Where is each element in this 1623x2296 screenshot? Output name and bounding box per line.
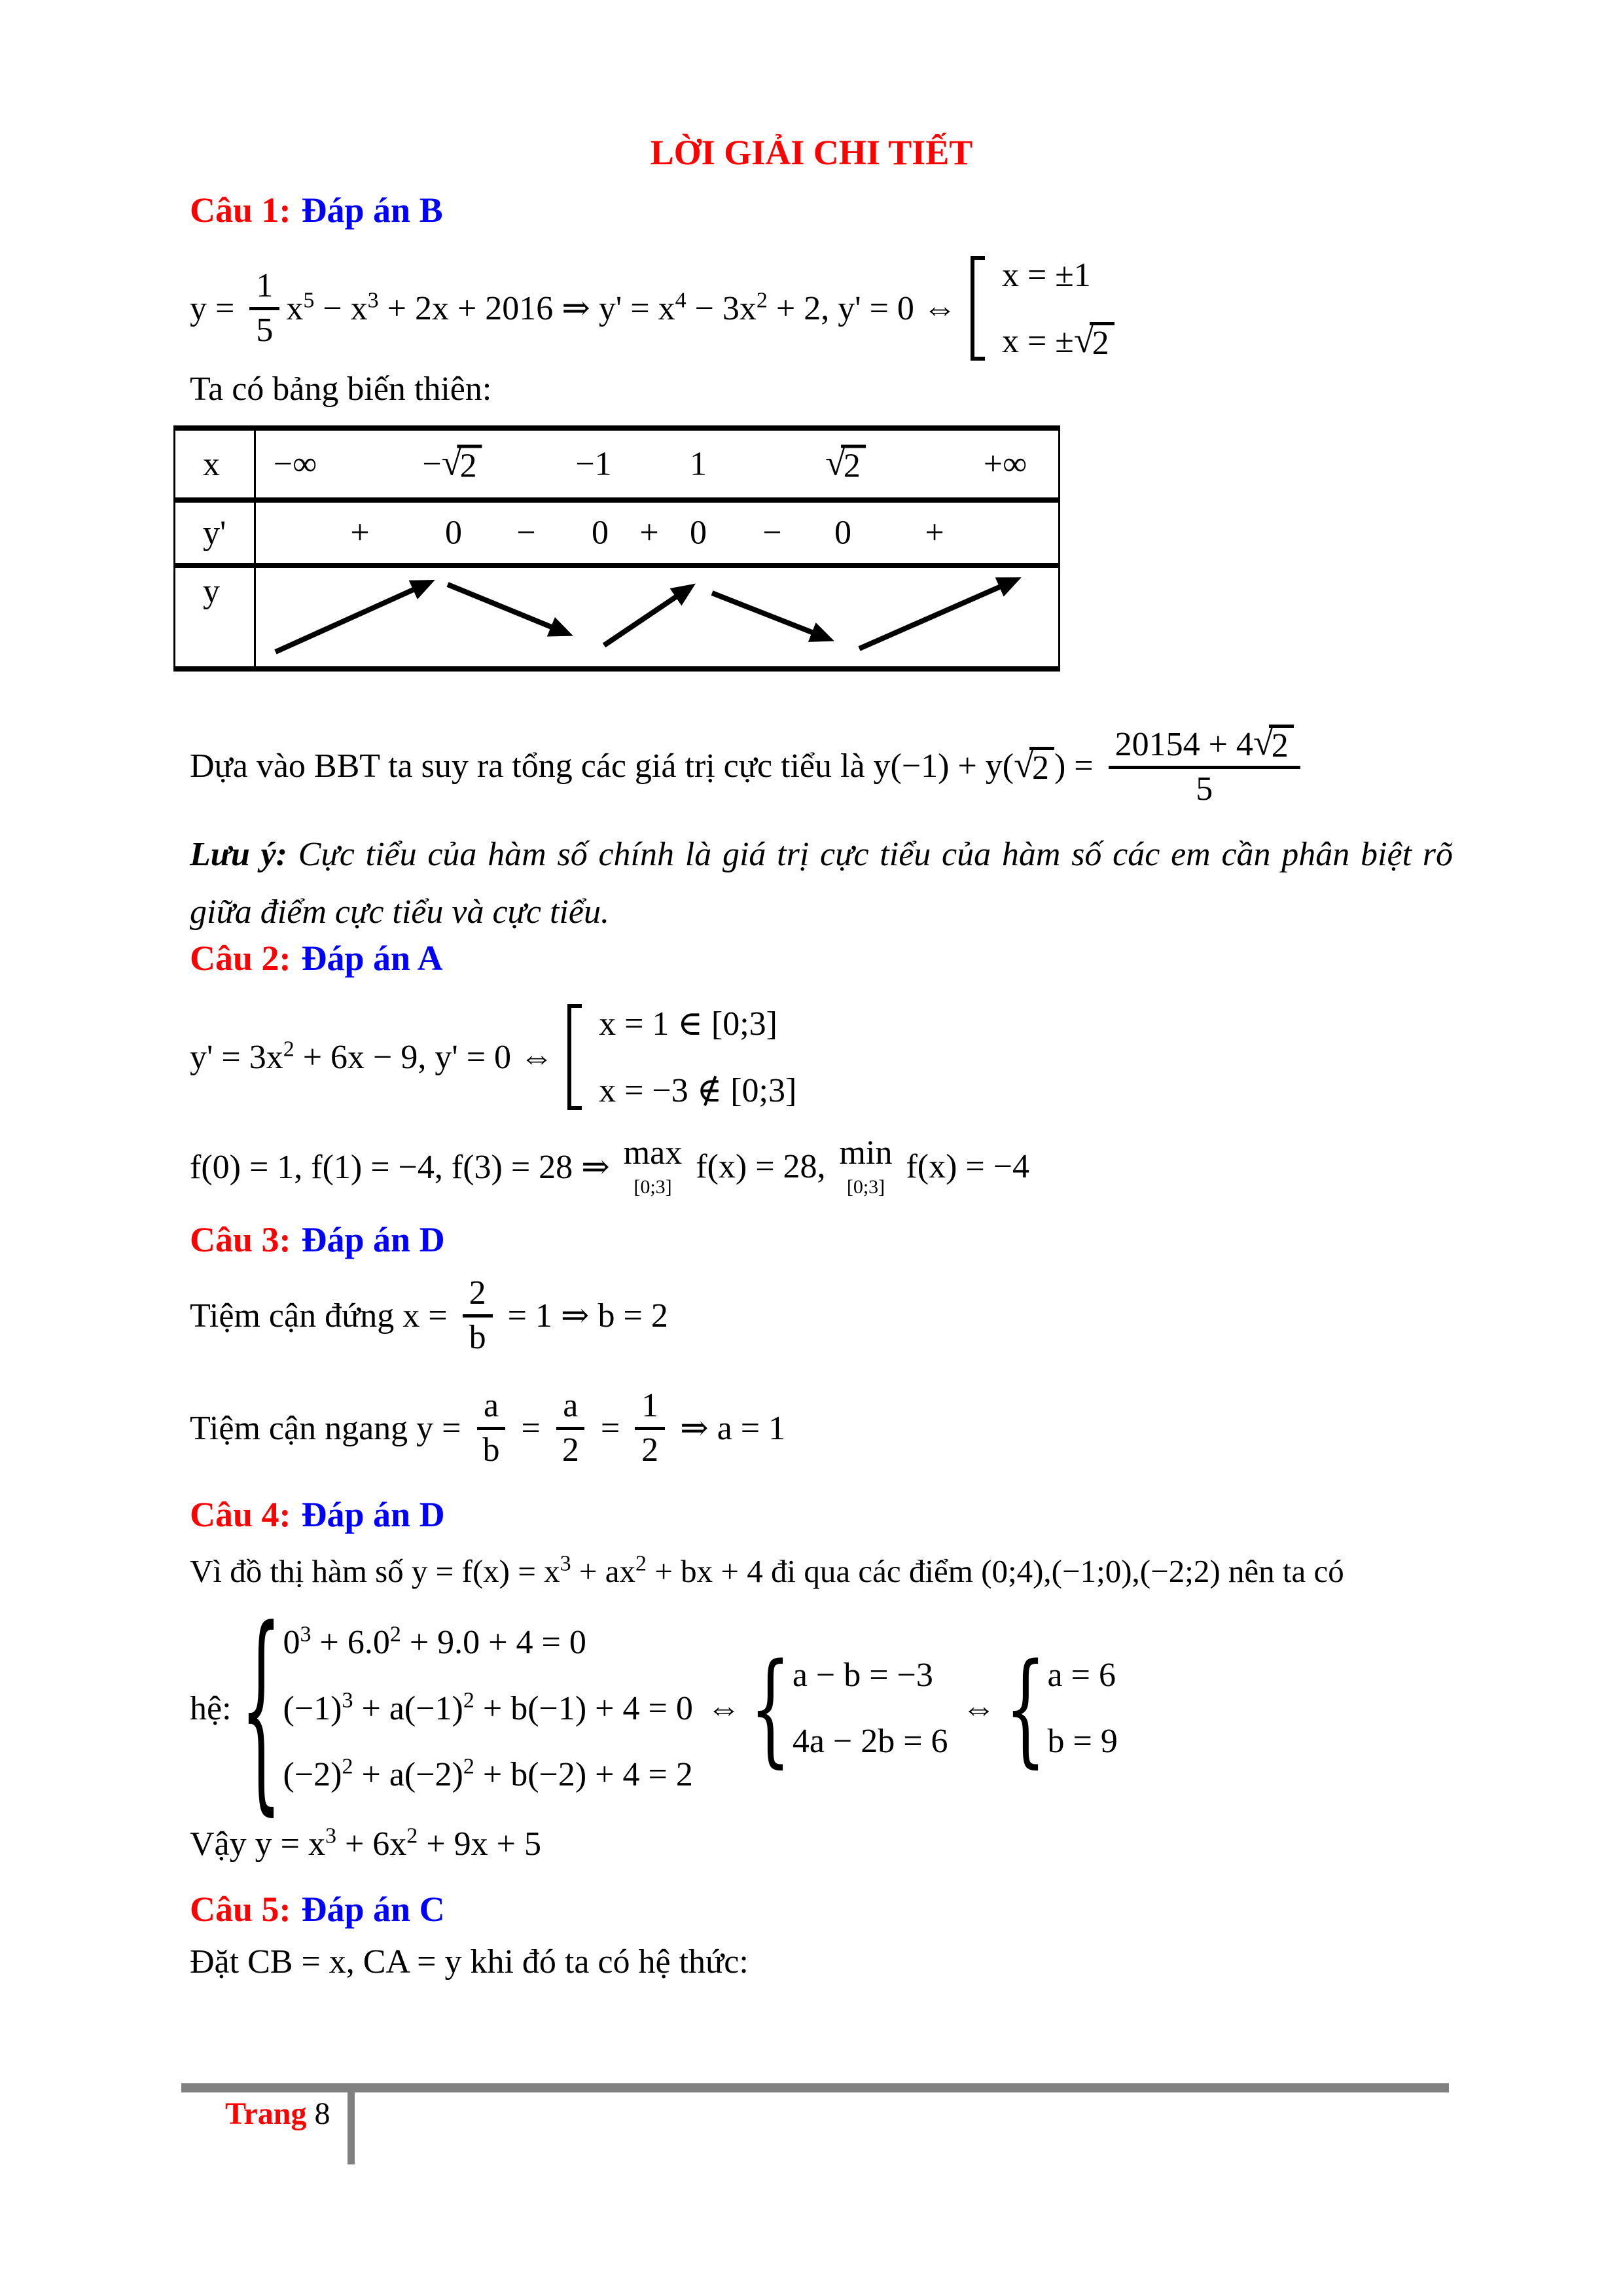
case-row	[283, 1689, 693, 1728]
math-text: + bx + 4 đi qua các điểm (0;4),(−1;0),(−2;2) nên ta có	[647, 1552, 1344, 1589]
math-text: −	[314, 289, 351, 327]
bbt-sign: 0	[690, 514, 707, 552]
math-text: Vậy y =	[190, 1825, 308, 1863]
trend-arrow	[712, 593, 829, 639]
case-row	[793, 1722, 948, 1761]
math-text: 4a − 2b = 6	[792, 1723, 948, 1760]
question-label: Câu 1:	[190, 190, 291, 230]
bbt-x-value	[690, 445, 707, 484]
radical	[1253, 722, 1294, 764]
formula-cau4-system	[190, 1583, 1123, 1834]
footer-page-value: 8	[306, 2096, 330, 2131]
cases-rows	[283, 1623, 693, 1794]
bbt-x-value	[422, 442, 482, 485]
radical-sign: √	[825, 442, 846, 484]
exponent: 3	[325, 1823, 336, 1848]
math-power: $(-1)^2$	[404, 1688, 474, 1727]
question-label: Câu 5:	[190, 1890, 291, 1929]
math-text: −1	[575, 445, 612, 483]
page-title: LỜI GIẢI CHI TIẾT	[650, 133, 973, 172]
fraction	[463, 1276, 493, 1355]
note-label: Lưu ý:	[190, 836, 287, 873]
math-text: 20154 + 4	[1115, 726, 1253, 764]
note-paragraph	[190, 826, 1453, 941]
section-heading-cau5	[190, 1889, 445, 1929]
bbt-x-value	[274, 445, 317, 484]
fraction	[1109, 722, 1300, 808]
footer-rule	[181, 2083, 1449, 2092]
radical	[1014, 744, 1054, 787]
answer-label: Đáp án C	[301, 1890, 445, 1929]
cases-rows	[1048, 1656, 1118, 1761]
curly-brace	[749, 1637, 791, 1780]
bbt-intro-text: Ta có bảng biến thiên:	[190, 370, 492, 408]
section-heading-cau1	[190, 190, 443, 230]
page-number	[225, 2096, 330, 2132]
math-text: −∞	[273, 445, 317, 483]
operator-domain: [0;3]	[633, 1176, 672, 1198]
numerator: a	[556, 1388, 584, 1430]
denominator: 2	[641, 1431, 659, 1469]
math-text: + 9.0 + 4 = 0	[401, 1623, 586, 1661]
formula-bbt-conclusion	[190, 717, 1307, 815]
math-text: + a	[353, 1689, 404, 1727]
fraction	[556, 1388, 586, 1468]
math-text: + a	[353, 1755, 404, 1793]
exponent: 3	[342, 1688, 353, 1713]
math-text: + 9x + 5	[418, 1825, 541, 1863]
math-text: Dựa vào BBT ta suy ra tổng các giá trị cực tiểu là y(−1) + y(	[190, 747, 1014, 785]
exponent: 2	[756, 288, 768, 313]
cases-group	[749, 1637, 948, 1780]
exponent: 4	[675, 288, 687, 313]
case-row	[1048, 1722, 1118, 1761]
math-power: $x^2$	[389, 1823, 418, 1863]
math-text: + b(−1) + 4 = 0	[474, 1689, 693, 1727]
math-text: =	[512, 1409, 549, 1447]
math-power: $x^5$	[286, 288, 315, 327]
math-power: $(-2)^2$	[283, 1754, 353, 1793]
limit-operator	[840, 1136, 893, 1197]
trend-arrow	[276, 583, 429, 652]
math-text: − 3	[686, 289, 740, 327]
case-row	[793, 1656, 948, 1695]
footer-label: Trang	[225, 2096, 307, 2131]
radicand: 2	[1090, 322, 1115, 361]
bbt-sign: 0	[834, 514, 851, 552]
math-power: $x^2$	[619, 1551, 647, 1589]
exponent: 3	[300, 1622, 312, 1647]
denominator: 5	[256, 311, 274, 349]
question-label: Câu 3:	[190, 1220, 291, 1259]
math-text: b = 9	[1047, 1723, 1118, 1760]
exponent: 2	[635, 1551, 647, 1576]
math-power: $x^3$	[350, 288, 379, 327]
note-body: Cực tiểu của hàm số chính là giá trị cực tiểu của hàm số các em cần phân biệt rõ giữa điểm cực tiểu và cực tiểu.	[190, 836, 1454, 931]
numerator: 1	[249, 268, 279, 310]
limit-operator	[624, 1136, 683, 1197]
curly-brace-glyph: {	[240, 1583, 282, 1834]
math-text: Tiệm cận ngang y =	[190, 1409, 470, 1447]
exponent: 2	[463, 1754, 474, 1779]
math-text: ) =	[1054, 747, 1102, 785]
math-text: Tiệm cận đứng x =	[190, 1297, 456, 1335]
radical-sign: √	[1014, 744, 1034, 785]
denominator: b	[469, 1318, 486, 1356]
math-text: y' = 3	[190, 1038, 266, 1076]
case-row	[599, 1004, 796, 1043]
math-text: y =	[190, 289, 243, 327]
cases-rows	[599, 1004, 796, 1110]
math-text: + a	[571, 1552, 620, 1589]
answer-label: Đáp án B	[301, 190, 443, 230]
math-text: x = ±	[1001, 323, 1074, 360]
math-text: = 1 ⇒ b = 2	[499, 1297, 668, 1335]
math-text: ⇔	[953, 1689, 1005, 1727]
trend-cell	[256, 568, 1058, 666]
fraction	[249, 268, 279, 348]
bbt-x-value	[984, 445, 1027, 484]
bbt-sign: 0	[445, 514, 462, 552]
row-label-yprime: y'	[175, 503, 256, 563]
math-text: ⇔	[698, 1689, 749, 1727]
case-row	[283, 1755, 693, 1794]
math-text: −	[422, 445, 442, 483]
math-text: hệ:	[190, 1689, 240, 1727]
math-power: $x^3$	[308, 1823, 336, 1863]
section-heading-cau3	[190, 1219, 445, 1260]
section-heading-cau4	[190, 1494, 445, 1535]
denominator: 5	[1196, 770, 1213, 808]
exponent: 2	[342, 1754, 353, 1779]
math-power: $x^4$	[658, 288, 687, 327]
square-bracket	[567, 1004, 582, 1110]
math-power: $0^3$	[283, 1622, 312, 1661]
row-label-y: y	[175, 568, 256, 666]
section-heading-cau2	[190, 938, 443, 978]
radicand: 2	[457, 445, 482, 484]
variation-table	[173, 425, 1060, 672]
formula-cau2-derivative	[190, 995, 802, 1119]
curly-brace-glyph: {	[749, 1637, 791, 1780]
radical-sign: √	[1073, 320, 1094, 361]
bbt-sign: +	[925, 514, 944, 552]
formula-cau4-result	[190, 1821, 541, 1867]
operator-name: min	[839, 1134, 893, 1172]
trend-arrow	[604, 587, 690, 645]
math-text: a = 6	[1047, 1657, 1116, 1694]
math-text: f(x) = −4	[897, 1148, 1030, 1185]
formula-cau2-minmax	[190, 1132, 1029, 1201]
math-text: x = ±1	[1001, 257, 1091, 294]
cases-rows	[793, 1656, 948, 1761]
math-text: + 6	[336, 1825, 390, 1863]
exponent: 2	[406, 1823, 418, 1848]
math-power: $x^2$	[739, 288, 768, 327]
radicand: 2	[1269, 725, 1294, 763]
bbt-sign: +	[639, 514, 659, 552]
denominator: 2	[562, 1431, 579, 1469]
math-text: + 2x + 2016 ⇒ y' =	[378, 290, 658, 327]
case-row	[283, 1623, 693, 1662]
question-label: Câu 4:	[190, 1495, 291, 1534]
formula-cau1-derivative	[190, 250, 1120, 367]
math-text: +∞	[983, 445, 1027, 483]
formula-cau3-vertical-asymptote	[190, 1270, 668, 1361]
table-row-yprime	[175, 503, 1058, 568]
formula-cau3-horizontal-asymptote	[190, 1382, 785, 1474]
curly-brace-glyph: {	[1005, 1637, 1046, 1780]
answer-label: Đáp án D	[301, 1220, 445, 1259]
radicand: 2	[841, 445, 866, 484]
case-row	[1002, 322, 1115, 361]
math-text: f(0) = 1, f(1) = −4, f(3) = 28 ⇒	[190, 1148, 618, 1186]
square-bracket	[971, 256, 985, 361]
sign-values-cell	[256, 503, 1058, 563]
radical	[1074, 322, 1115, 361]
trend-arrow	[448, 584, 567, 634]
operator-name: max	[623, 1134, 683, 1172]
bbt-sign: −	[516, 514, 536, 552]
math-text: ⇒ a = 1	[671, 1410, 786, 1447]
numerator: a	[477, 1388, 505, 1430]
table-row-y	[175, 568, 1058, 666]
radical	[441, 442, 482, 485]
math-text: x = −3 ∉ [0;3]	[599, 1072, 797, 1109]
cau5-setup-text: Đặt CB = x, CA = y khi đó ta có hệ thức:	[190, 1943, 749, 1981]
curly-brace	[1005, 1637, 1046, 1780]
question-label: Câu 2:	[190, 939, 291, 978]
answer-label: Đáp án D	[301, 1495, 445, 1534]
bbt-x-value	[825, 442, 866, 485]
radical-sign: √	[1253, 722, 1274, 763]
operator-domain: [0;3]	[846, 1176, 885, 1198]
trend-arrows-icon	[256, 568, 1058, 666]
footer-divider	[348, 2092, 355, 2164]
math-text: =	[592, 1409, 629, 1447]
numerator	[1109, 722, 1300, 769]
radicand: 2	[1029, 747, 1054, 785]
exponent: 2	[463, 1688, 474, 1713]
denominator: b	[482, 1431, 500, 1469]
cases-rows	[1002, 256, 1115, 361]
exponent: 3	[367, 288, 379, 313]
math-power: $(-2)^2$	[404, 1754, 474, 1793]
case-row	[599, 1071, 796, 1110]
answer-label: Đáp án A	[301, 939, 443, 978]
numerator: 1	[635, 1388, 665, 1430]
math-power: $(-1)^3$	[283, 1688, 353, 1727]
math-text: + 2, y' = 0 ⇔	[767, 289, 965, 327]
radical	[825, 442, 866, 485]
numerator: 2	[463, 1276, 493, 1318]
exponent: 5	[303, 288, 315, 313]
formula-cau4-points	[190, 1548, 1344, 1594]
exponent: 2	[389, 1622, 401, 1647]
fraction	[635, 1388, 665, 1468]
math-text: + 6x − 9, y' = 0 ⇔	[294, 1038, 563, 1076]
bbt-sign: 0	[592, 514, 609, 552]
math-text: x = 1 ∈ [0;3]	[599, 1005, 777, 1043]
fraction	[476, 1388, 506, 1468]
x-values-cell	[256, 431, 1058, 497]
row-label-x: x	[175, 431, 256, 497]
case-row	[1048, 1656, 1118, 1695]
exponent: 2	[283, 1037, 294, 1062]
math-text: a − b = −3	[792, 1657, 933, 1694]
bbt-sign: +	[350, 514, 370, 552]
case-row	[1002, 256, 1115, 295]
bbt-sign: −	[762, 514, 782, 552]
radical-sign: √	[441, 442, 462, 484]
math-text: f(x) = 28,	[687, 1148, 834, 1185]
math-text: + b(−2) + 4 = 2	[474, 1755, 693, 1793]
trend-arrow	[859, 580, 1016, 649]
exponent: 3	[560, 1551, 571, 1576]
math-text: 1	[690, 445, 707, 483]
cases-group	[240, 1583, 693, 1834]
table-row-x	[175, 431, 1058, 503]
math-text: +	[311, 1623, 348, 1661]
curly-brace	[240, 1583, 282, 1834]
cases-group	[567, 1004, 796, 1110]
math-text: Vì đồ thị hàm số y = f(x) =	[190, 1552, 544, 1589]
math-power: $x^3$	[544, 1551, 571, 1589]
math-power: $x^2$	[266, 1037, 294, 1076]
cases-group	[1005, 1637, 1118, 1780]
math-power: $6.0^2$	[347, 1622, 401, 1661]
bbt-x-value	[575, 445, 611, 484]
cases-group	[971, 256, 1115, 361]
